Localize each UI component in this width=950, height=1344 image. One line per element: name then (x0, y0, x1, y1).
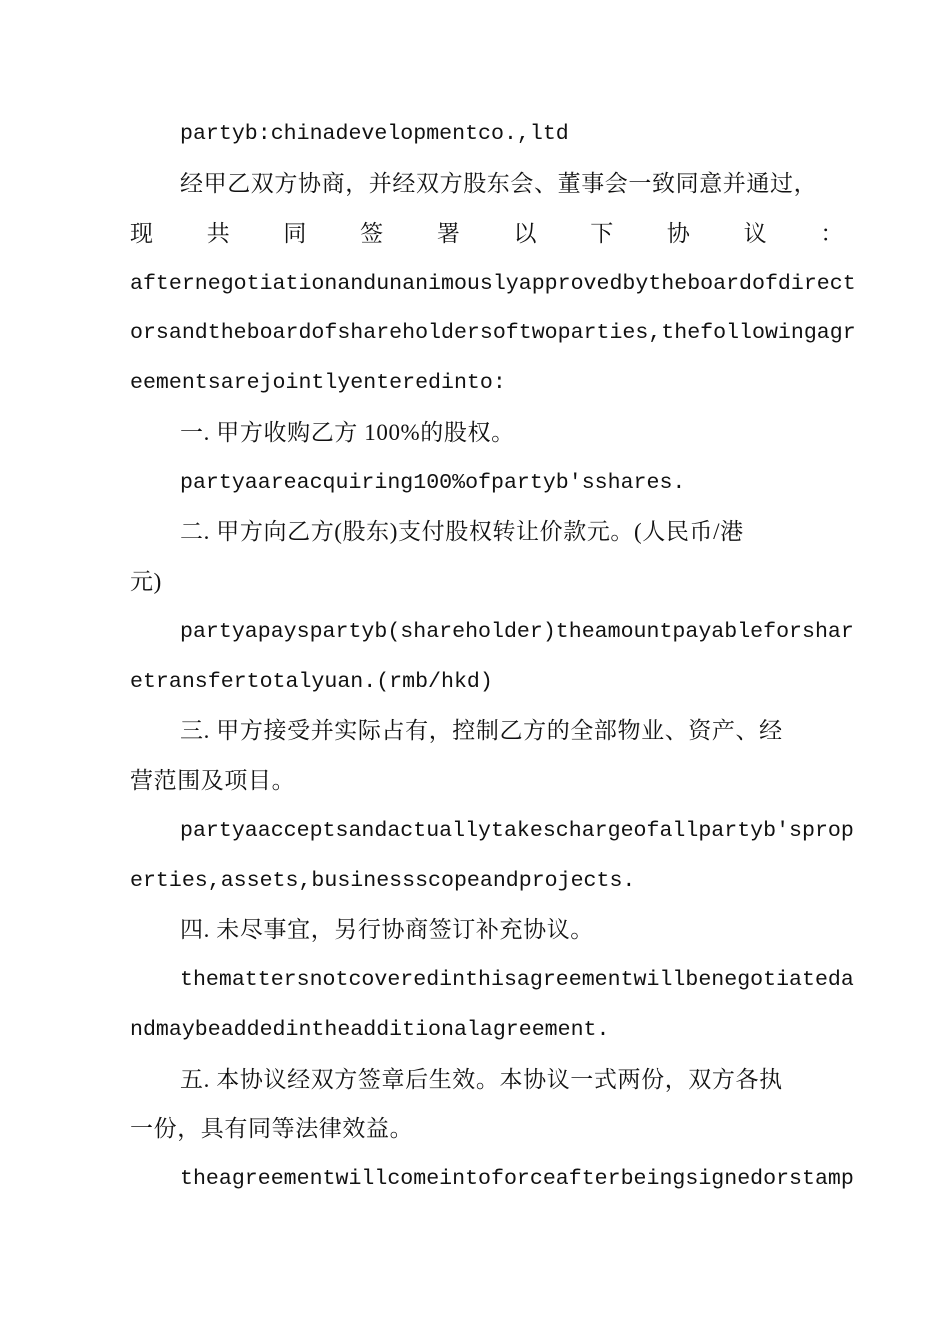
spread-char: 下 (590, 221, 614, 246)
intro-en-line-2: orsandtheboardofshareholdersoftwoparties,thefollowingagr (130, 321, 856, 345)
party-b-line: partyb:chinadevelopmentco.,ltd (180, 122, 569, 146)
clause-1-cn: 一. 甲方收购乙方 100%的股权。 (180, 420, 515, 445)
spread-char: 签 (360, 221, 384, 246)
intro-en-line-1: afternegotiationandunanimouslyapprovedbytheboardofdirect (130, 272, 856, 296)
intro-cn-line-1: 经甲乙双方协商，并经双方股东会、董事会一致同意并通过， (180, 171, 818, 196)
clause-3-en-line-1: partyaacceptsandactuallytakeschargeofallpartyb'sprop (180, 819, 854, 843)
intro-en-line-3: eementsarejointlyenteredinto: (130, 371, 506, 395)
spread-char: 以 (513, 221, 538, 246)
clause-5-cn-line-2: 一份，具有同等法律效益。 (130, 1116, 414, 1141)
clause-4-en-line-2: ndmaybeaddedintheadditionalagreement. (130, 1018, 610, 1042)
clause-3-cn-line-1: 三. 甲方接受并实际占有，控制乙方的全部物业、资产、经 (180, 718, 783, 743)
spread-char: 协 (666, 221, 691, 246)
clause-2-en-line-2: etransfertotalyuan.(rmb/hkd) (130, 670, 493, 694)
spread-char: 署 (436, 221, 461, 246)
clause-5-en-line-1: theagreementwillcomeintoforceafterbeingsignedorstamp (180, 1167, 854, 1191)
clause-5-cn-line-1: 五. 本协议经双方签章后生效。本协议一式两份，双方各执 (180, 1067, 783, 1092)
spread-char: ： (820, 221, 844, 246)
spread-char: 现 (130, 221, 154, 246)
clause-1-en: partyaareacquiring100%ofpartyb'sshares. (180, 471, 686, 495)
spread-char: 共 (206, 221, 231, 246)
spread-char: 同 (283, 221, 308, 246)
clause-3-en-line-2: erties,assets,businessscopeandprojects. (130, 869, 636, 893)
spread-char: 议 (743, 221, 768, 246)
clause-2-cn-line-1: 二. 甲方向乙方(股东)支付股权转让价款元。(人民币/港 (180, 519, 744, 544)
intro-cn-line-2 (130, 219, 844, 249)
clause-2-cn-line-2: 元) (130, 569, 162, 594)
clause-3-cn-line-2: 营范围及项目。 (130, 768, 296, 793)
clause-2-en-line-1: partyapayspartyb(shareholder)theamountpayableforshar (180, 620, 854, 644)
clause-4-en-line-1: themattersnotcoveredinthisagreementwillbenegotiateda (180, 968, 854, 992)
clause-4-cn: 四. 未尽事宜，另行协商签订补充协议。 (180, 917, 594, 942)
